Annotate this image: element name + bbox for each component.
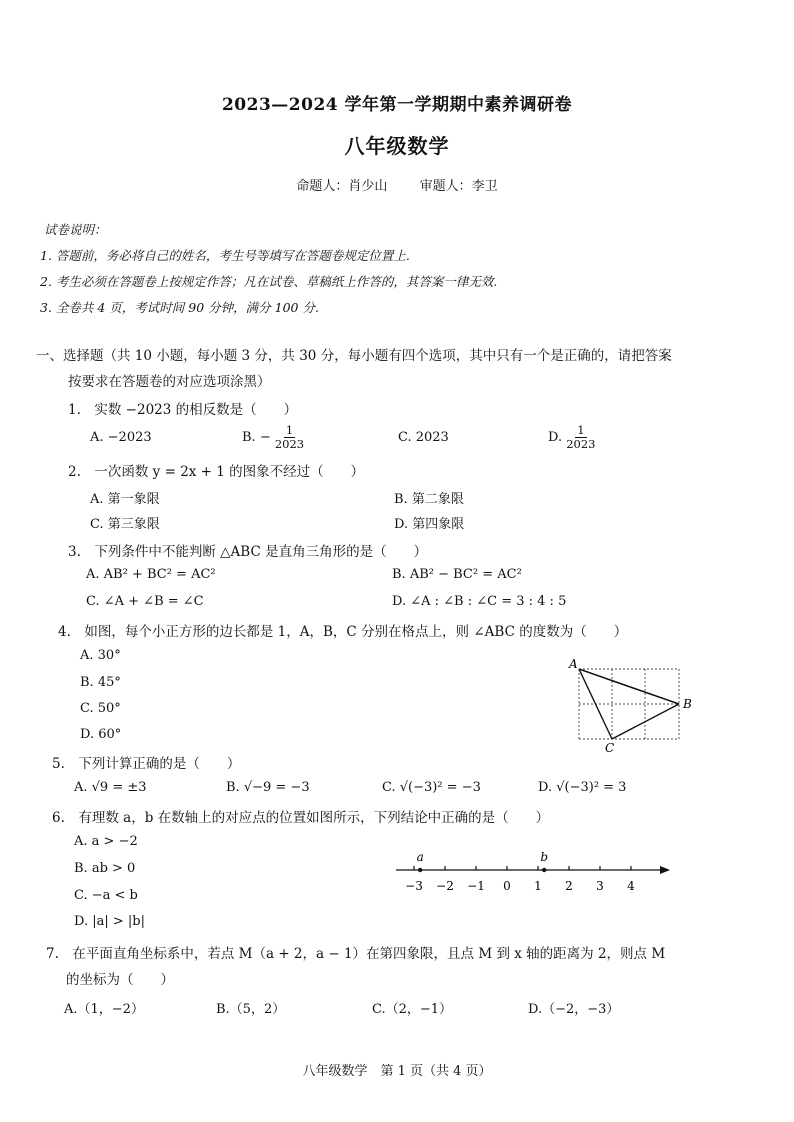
q1-option-a: A. −2023 xyxy=(90,430,152,445)
instruction-item: 3. 全卷共 4 页，考试时间 90 分钟，满分 100 分. xyxy=(40,300,319,315)
question-1: 1. 实数 −2023 的相反数是（ ） xyxy=(68,402,298,418)
q6-option-b: B. ab > 0 xyxy=(74,861,136,876)
section-heading: 一、选择题（共 10 小题，每小题 3 分，共 30 分，每小题有四个选项，其中只有一个是正确的，请把答案 xyxy=(36,348,672,364)
exam-title: 2023—2024 学年第一学期期中素养调研卷 xyxy=(221,95,573,115)
section-heading-cont: 按要求在答题卷的对应选项涂黑） xyxy=(68,374,271,390)
exam-subtitle: 八年级数学 xyxy=(344,134,450,158)
q5-option-a: A. √9 = ±3 xyxy=(74,780,147,795)
instruction-item: 2. 考生必须在答题卷上按规定作答；凡在试卷、草稿纸上作答的，其答案一律无效. xyxy=(40,274,498,289)
number-line-tick-label: −2 xyxy=(436,879,454,893)
q6-option-d: D. |a| > |b| xyxy=(74,914,145,929)
question-4: 4. 如图，每个小正方形的边长都是 1，A，B，C 分别在格点上，则 ∠ABC 的度数为（ ） xyxy=(58,624,628,640)
q5-option-b: B. √−9 = −3 xyxy=(226,780,310,795)
q6-option-a: A. a > −2 xyxy=(74,834,138,849)
q5-option-d: D. √(−3)² = 3 xyxy=(538,780,627,795)
q1-option-b: B. − $\frac{1}{2023}$ xyxy=(242,423,305,451)
q7-option-c: C.（2，−1） xyxy=(372,1002,453,1017)
arrow-right-icon xyxy=(660,866,670,874)
q4-option-b: B. 45° xyxy=(80,675,121,690)
question-2: 2. 一次函数 y = 2x + 1 的图象不经过（ ） xyxy=(68,464,365,480)
q2-option-a: A. 第一象限 xyxy=(90,492,160,507)
q4-option-a: A. 30° xyxy=(80,648,121,663)
instruction-item: 1. 答题前，务必将自己的姓名，考生号等填写在答题卷规定位置上. xyxy=(40,248,410,263)
number-line-tick-label: −3 xyxy=(405,879,423,893)
reviewer: 审题人：李卫 xyxy=(419,179,498,194)
q3-option-c: C. ∠A + ∠B = ∠C xyxy=(86,594,204,609)
question-3: 3. 下列条件中不能判断 △ABC 是直角三角形的是（ ） xyxy=(68,544,428,560)
q3-option-b: B. AB² − BC² = AC² xyxy=(392,567,522,582)
q6-option-c: C. −a < b xyxy=(74,888,138,903)
author: 命题人：肖少山 xyxy=(296,179,388,194)
number-line xyxy=(390,848,680,896)
q1-option-c: C. 2023 xyxy=(398,430,449,445)
q2-option-d: D. 第四象限 xyxy=(394,517,465,532)
q3-option-a: A. AB² + BC² = AC² xyxy=(86,567,216,582)
grid-triangle-figure xyxy=(565,655,705,755)
q4-option-c: C. 50° xyxy=(80,701,121,716)
point-a-label: a xyxy=(416,850,424,864)
authors-line xyxy=(0,175,794,194)
grid-lines xyxy=(579,669,679,739)
q1-option-d: D. $\frac{1}{2023}$ xyxy=(548,423,596,451)
q5-option-c: C. √(−3)² = −3 xyxy=(382,780,481,795)
number-line-tick-label: 2 xyxy=(565,879,573,893)
q7-option-d: D.（−2，−3） xyxy=(528,1002,620,1017)
instructions-heading: 试卷说明： xyxy=(44,222,107,237)
number-line-points xyxy=(417,850,548,872)
q2-option-b: B. 第二象限 xyxy=(394,492,464,507)
question-5: 5. 下列计算正确的是（ ） xyxy=(52,756,241,772)
number-line-tick-label: 0 xyxy=(503,879,511,893)
question-7: 7. 在平面直角坐标系中，若点 M（a + 2，a − 1）在第四象限，且点 M 到 x 轴的距离为 2，则点 M xyxy=(46,946,666,962)
q7-option-a: A.（1，−2） xyxy=(64,1002,144,1017)
point-a-dot xyxy=(418,868,422,872)
number-line-tick-label: 3 xyxy=(596,879,604,893)
q3-option-d: D. ∠A : ∠B : ∠C = 3 : 4 : 5 xyxy=(392,594,567,609)
q7-option-b: B.（5，2） xyxy=(216,1002,286,1017)
label-b: B xyxy=(683,697,692,711)
number-line-tick-label: −1 xyxy=(467,879,485,893)
point-b-dot xyxy=(542,868,546,872)
q2-option-c: C. 第三象限 xyxy=(90,517,160,532)
label-a: A xyxy=(569,657,578,671)
question-7-cont: 的坐标为（ ） xyxy=(66,972,174,988)
q1-option-d-fraction: $\frac{1}{2023}$ xyxy=(566,423,596,451)
label-c: C xyxy=(605,741,615,755)
q1-option-b-fraction: $\frac{1}{2023}$ xyxy=(274,423,305,451)
point-b-label: b xyxy=(540,850,549,864)
q4-option-d: D. 60° xyxy=(80,727,122,742)
number-line-tick-label: 4 xyxy=(627,879,635,893)
page-footer: 八年级数学 第 1 页（共 4 页） xyxy=(302,1064,492,1079)
question-6: 6. 有理数 a，b 在数轴上的对应点的位置如图所示，下列结论中正确的是（ ） xyxy=(52,810,550,826)
number-line-tick-label: 1 xyxy=(534,879,542,893)
